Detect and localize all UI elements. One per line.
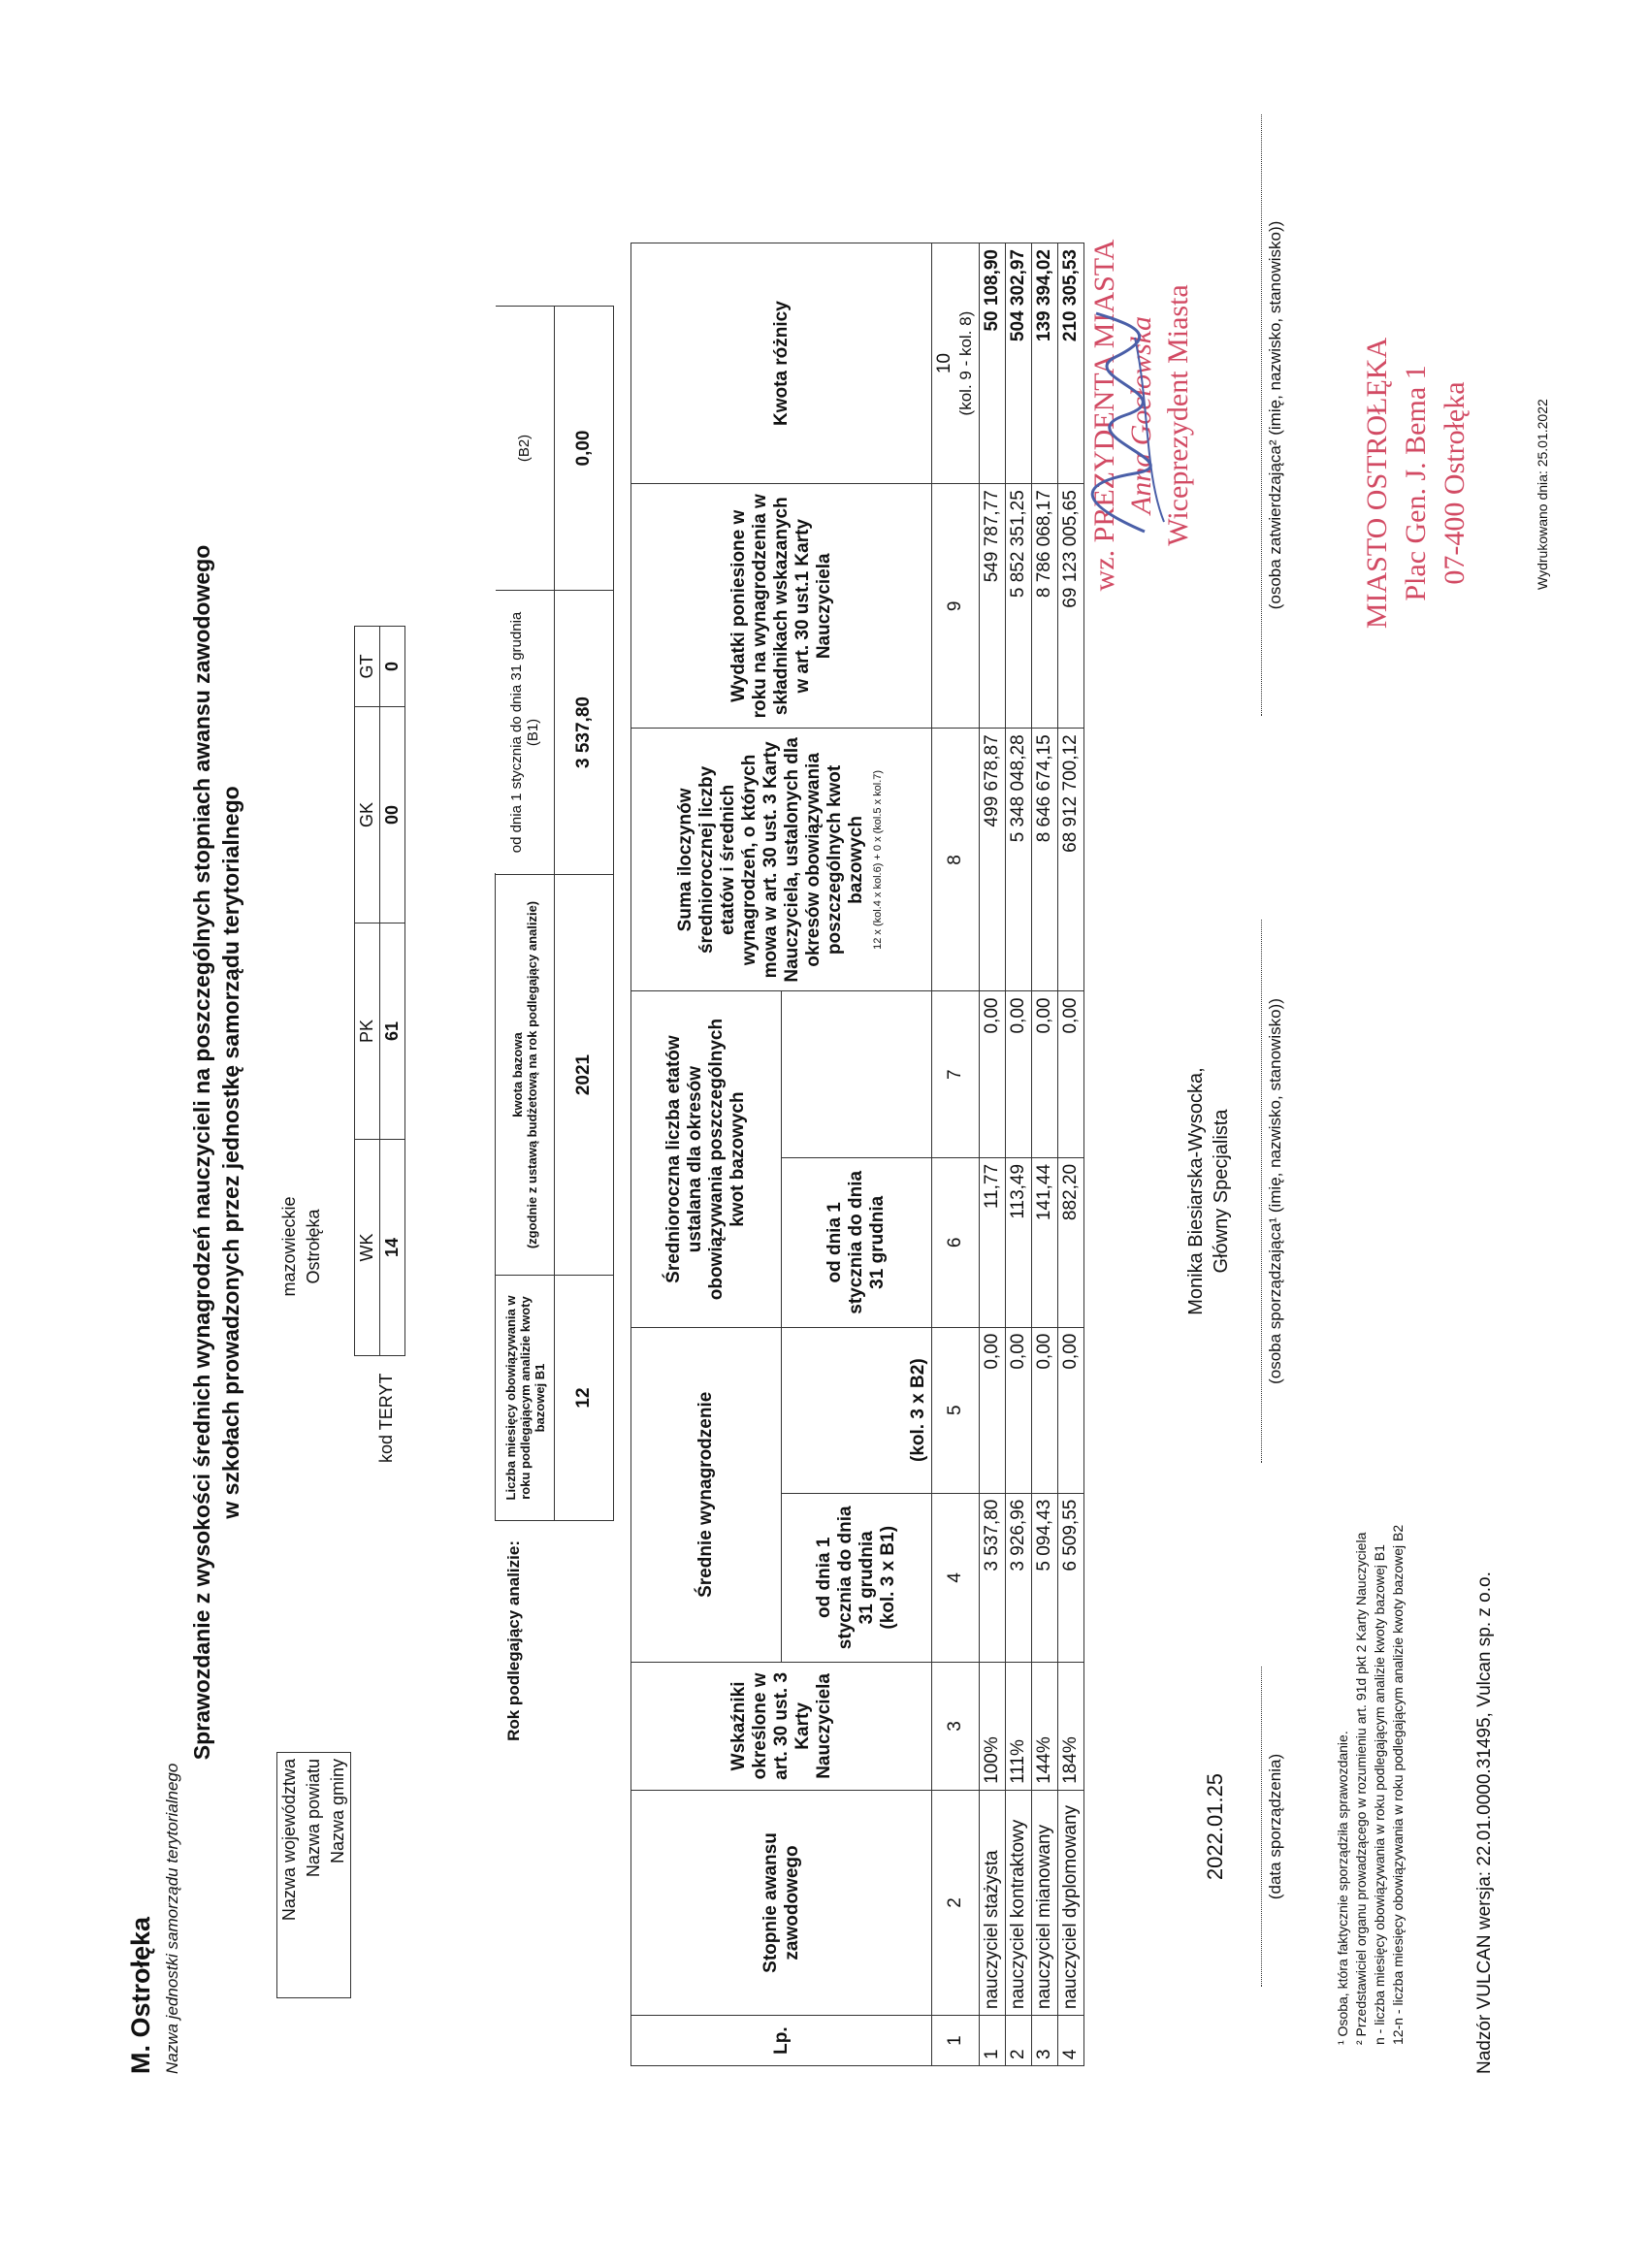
cell-degree: nauczyciel stażysta [980, 1790, 1006, 2015]
header-sum-formula: 12 x (kol.4 x kol.6) + 0 x (kol.5 x kol.7) [871, 769, 884, 950]
cell-avg-b1: 3 926,96 [1006, 1493, 1032, 1662]
unit-caption: Nazwa jednostki samorządu terytorialnego [163, 1763, 181, 2074]
preparer [1183, 920, 1234, 1463]
report-subtitle: w szkołach prowadzonych przez jednostkę samorządu terytorialnego [218, 786, 243, 1519]
cell-avg-b1: 6 509,55 [1058, 1493, 1084, 1662]
cell-fte-b1: 882,20 [1058, 1157, 1084, 1327]
table-row [1006, 243, 1032, 2066]
teryt-table [354, 626, 405, 1356]
teryt-header-gk: GK [355, 707, 380, 923]
cell-sum: 499 678,87 [980, 729, 1006, 991]
header-sum [631, 729, 932, 991]
city-stamp-line1: MIASTO OSTROŁĘKA [1361, 337, 1393, 630]
cell-diff: 139 394,02 [1032, 243, 1058, 484]
table-row [980, 243, 1006, 2066]
col-number: 4 [932, 1493, 980, 1662]
report-title: Sprawozdanie z wysokości średnich wynagrodzeń nauczycieli na poszczególnych stopniach awansu zawodowego [189, 544, 214, 1761]
footnote: ² Przedstawiciel organu prowadzącego w rozumieniu art. 91d pkt 2 Karty Nauczyciela [1353, 1532, 1369, 2045]
approver-stamp-line3: Wiceprezydent Miasta [1162, 284, 1194, 546]
city-stamp-line3: 07-400 Ostrołęka [1439, 381, 1471, 585]
cell-avg-b2: 0,00 [980, 1327, 1006, 1493]
col-number: 6 [932, 1157, 980, 1327]
b1-period: od dnia 1 stycznia do dnia 31 grudnia (B1) [496, 591, 555, 875]
cell-expenses: 69 123 005,65 [1058, 484, 1084, 729]
header-avg-pay-b1-formula: (kol. 3 x B1) [878, 1525, 898, 1630]
footnote: ¹ Osoba, która faktycznie sporządziła sprawozdanie. [1335, 1731, 1350, 2045]
header-lp: Lp. [631, 2016, 932, 2066]
cell-lp: 4 [1058, 2016, 1084, 2066]
cell-sum: 5 348 048,28 [1006, 729, 1032, 991]
header-diff [631, 243, 932, 484]
header-avg-pay-b2-formula: (kol. 3 x B2) [908, 1358, 928, 1462]
approver-stamp-line1: wz. PREZYDENTA MIASTA [1088, 239, 1120, 592]
region-label-county: Nazwa powiatu [302, 1753, 326, 1998]
col-number: 5 [932, 1327, 980, 1493]
cell-indicator: 184% [1058, 1662, 1084, 1790]
preparer-role: Główny Specjalista [1211, 1109, 1232, 1274]
col-number: 3 [932, 1662, 980, 1790]
b2-value: 0,00 [555, 307, 614, 591]
region-value-voivodeship: mazowieckie [278, 1196, 299, 1297]
teryt-value-gt: 0 [380, 627, 405, 707]
base-label [496, 875, 555, 1276]
footnote: 12-n - liczba miesięcy obowiązywania w roku podlegającym analizie kwoty bazowej B2 [1390, 1524, 1406, 2045]
header-avg-pay-b1-period: od dnia 1 stycznia do dnia 31 grudnia [814, 1506, 877, 1650]
teryt-header-wk: WK [355, 1140, 380, 1356]
preparer-caption: (osoba sporządzająca¹ (imię, nazwisko, stanowisko)) [1261, 920, 1285, 1463]
col-number: 9 [932, 484, 980, 729]
cell-avg-b2: 0,00 [1032, 1327, 1058, 1493]
cell-sum: 68 912 700,12 [1058, 729, 1084, 991]
cell-expenses: 549 787,77 [980, 484, 1006, 729]
cell-lp: 1 [980, 2016, 1006, 2066]
cell-fte-b2: 0,00 [1058, 991, 1084, 1157]
cell-indicator: 100% [980, 1662, 1006, 1790]
teryt-value-wk: 14 [380, 1140, 405, 1356]
cell-fte-b2: 0,00 [1006, 991, 1032, 1157]
cell-diff: 210 305,53 [1058, 243, 1084, 484]
header-degree: Stopnie awansu zawodowego [631, 1790, 932, 2015]
header-fte: Średnioroczna liczba etatów ustalana dla okresów obowiązywania poszczególnych kwot bazowych [631, 991, 782, 1327]
teryt-value-gk: 00 [380, 707, 405, 923]
cell-degree: nauczyciel mianowany [1032, 1790, 1058, 2015]
cell-indicator: 144% [1032, 1662, 1058, 1790]
col-number: 2 [932, 1790, 980, 2015]
region-label-voivodeship: Nazwa województwa [277, 1753, 303, 1998]
region-value-county: Ostrołęka [304, 1209, 323, 1284]
teryt-header-pk: PK [355, 923, 380, 1140]
base-label-title: kwota bazowa [510, 1032, 525, 1118]
cell-fte-b1: 141,44 [1032, 1157, 1058, 1327]
cell-fte-b1: 113,49 [1006, 1157, 1032, 1327]
col-number [932, 243, 980, 484]
params-table [495, 306, 614, 1521]
footer-printed: Wydrukowano dnia: 25.01.2022 [1535, 399, 1550, 590]
cell-avg-b2: 0,00 [1006, 1327, 1032, 1493]
header-expenses: Wydatki poniesione w roku na wynagrodzenia w składnikach wskazanych w art. 30 ust.1 Karty Nauczyciela [631, 484, 932, 729]
city-stamp [1358, 231, 1474, 735]
footnote: n - liczba miesięcy obowiązywania w roku podlegającym analizie kwoty bazowej B1 [1372, 1544, 1387, 2045]
base-label-note: (zgodnie z ustawą budżetową na rok podlegający analizie) [525, 900, 539, 1249]
header-avg-pay-b1 [782, 1493, 932, 1662]
region-label-commune: Nazwa gminy [326, 1753, 351, 1998]
salary-table [630, 243, 1084, 2066]
year-label: Rok podlegający analizie: [504, 1540, 523, 1741]
table-row [1032, 243, 1058, 2066]
cell-fte-b2: 0,00 [1032, 991, 1058, 1157]
teryt-label: kod TERYT [376, 1373, 396, 1463]
cell-avg-b2: 0,00 [1058, 1327, 1084, 1493]
cell-diff: 50 108,90 [980, 243, 1006, 484]
cell-avg-b1: 3 537,80 [980, 1493, 1006, 1662]
header-sum-text: Suma iloczynów średniorocznej liczby etatów i średnich wynagrodzeń, o których mowa w art. 30 ust. 3 Karty Nauczyciela, ustalonych dla okresów obowiązywania poszczególnych kwot bazowych [674, 737, 866, 983]
cell-lp: 3 [1032, 2016, 1058, 2066]
column-numbers-row [932, 243, 980, 2066]
months-value: 12 [555, 1276, 614, 1521]
cell-avg-b1: 5 094,43 [1032, 1493, 1058, 1662]
cell-fte-b2: 0,00 [980, 991, 1006, 1157]
teryt-value-pk: 61 [380, 923, 405, 1140]
header-avg-pay: Średnie wynagrodzenie [631, 1327, 782, 1662]
cell-sum: 8 646 674,15 [1032, 729, 1058, 991]
date-value: 2022.01.25 [1203, 1772, 1227, 1881]
cell-indicator: 111% [1006, 1662, 1032, 1790]
approver-caption: (osoba zatwierdzająca² (imię, nazwisko, stanowisko)) [1261, 114, 1285, 716]
col-number-10: 10 [934, 353, 954, 374]
cell-degree: nauczyciel kontraktowy [1006, 1790, 1032, 2015]
months-label: Liczba miesięcy obowiązywania w roku podlegającym analizie kwoty bazowej B1 [496, 1276, 555, 1521]
signature-image [1057, 308, 1183, 541]
header-diff-text: Kwota różnicy [770, 301, 792, 426]
cell-diff: 504 302,97 [1006, 243, 1032, 484]
b1-value: 3 537,80 [555, 591, 614, 875]
col-number: 1 [932, 2016, 980, 2066]
date-caption: (data sporządzenia) [1261, 1667, 1285, 1987]
cell-degree: nauczyciel dyplomowany [1058, 1790, 1084, 2015]
region-value-commune [326, 741, 351, 1753]
col-number: 8 [932, 729, 980, 991]
year-value: 2021 [555, 875, 614, 1276]
approver-stamp-line2: Anna Gocłowska [1125, 315, 1157, 515]
b2-label: (B2) [496, 307, 555, 591]
city-stamp-line2: Plac Gen. J. Bema 1 [1400, 365, 1432, 601]
cell-fte-b1: 11,77 [980, 1157, 1006, 1327]
header-fte-b2 [782, 991, 932, 1157]
footer-version: Nadzór VULCAN wersja: 22.01.0000.31495, Vulcan sp. z o.o. [1474, 1571, 1495, 2074]
cell-expenses: 5 852 351,25 [1006, 484, 1032, 729]
header-avg-pay-b2 [782, 1327, 932, 1493]
footnotes [1334, 1525, 1407, 2045]
preparer-name: Monika Biesiarska-Wysocka, [1185, 1067, 1207, 1315]
cell-lp: 2 [1006, 2016, 1032, 2066]
teryt-header-gt: GT [355, 627, 380, 707]
cell-expenses: 8 786 068,17 [1032, 484, 1058, 729]
header-diff-formula: (kol. 9 - kol. 8) [956, 310, 975, 416]
col-number: 7 [932, 991, 980, 1157]
unit-name: M. Ostrołęka [126, 1916, 155, 2074]
header-fte-b1: od dnia 1 stycznia do dnia 31 grudnia [782, 1157, 932, 1327]
region-table [276, 740, 351, 1998]
header-indicator: Wskaźniki określone w art. 30 ust. 3 Karty Nauczyciela [631, 1662, 932, 1790]
